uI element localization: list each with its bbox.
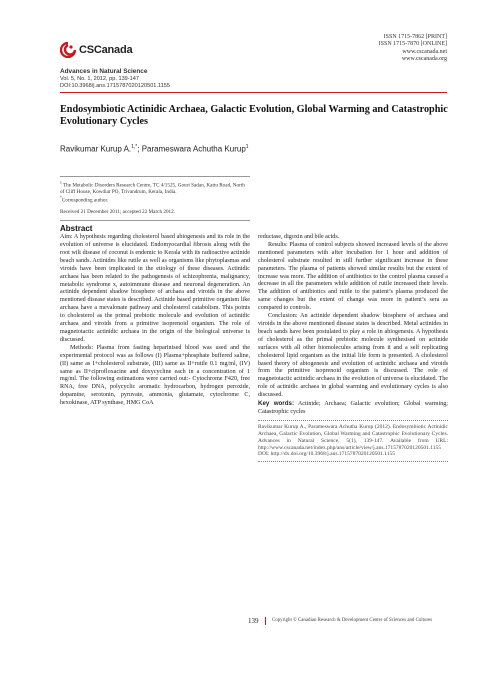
copyright-notice: Copyright © Canadian Research & Development Center of Sciences and Cultures bbox=[272, 618, 433, 623]
keywords bbox=[258, 400, 448, 417]
affiliation-divider bbox=[60, 176, 250, 177]
volume-info: Vol. 5, No. 1, 2012, pp. 139-147 bbox=[60, 76, 139, 82]
author-1-sup: 1,* bbox=[131, 144, 138, 150]
article-title: Endosymbiotic Actinidic Archaea, Galactic Evolution, Global Warming and Catastrophic Evolutionary Cycles bbox=[60, 104, 448, 127]
abstract-left-body bbox=[60, 234, 250, 408]
author-2: Parameswara Achutha Kurup bbox=[141, 144, 246, 154]
keywords-label: Key words: bbox=[258, 400, 295, 408]
footer-separator bbox=[265, 617, 266, 625]
abstract-aim: Aim: A hypothesis regarding cholesterol based abiogenesis and its role in the evolution of universe is elucidated. Endomyocardial fibrosis along with the root wilt disease of coconut is endemic to Kerala with its radioactive actinide beach sands. Actinides like rutile as well as organisms like phytoplasmas and viroids have been implicated in the etiology of these diseases. Actinidic archaea has been related to the pathogenesis of schizophrenia, malignancy, metabolic syndrome x, autoimmune disease and neuronal degeneration. An actinide dependent shadow biosphere of archaea and viroids in the above mentioned disease states is described. Actinide based primitive organism like archaea have a mevalonate pathway and cholesterol catabolism. This points to cholesterol as the primal prebiotic molecule and evolution of actinidic archaea and viroids from a primitive isoprenoid organism. The role of magnetotactic actinidic archaea in the origin of the biological universe is discussed. bbox=[60, 234, 250, 343]
issn-online: ISSN 1715-7870 [ONLINE] bbox=[378, 41, 447, 48]
citation: Ravikumar Kurup A., Parameswara Achutha Kurup (2012). Endosymbiotic Actinidic Archaea, Galactic Evolution, Global Warming and Catastrophic Evolutionary Cycles. Advances in Natural Science, 5(1), 139-147. Available from URL: http://www.cscanada.net/index.php/ans/article/view/j.ans.1715787020120501.1155 DOI: http://dx.doi.org/10.3968/j.ans.1715787020120501.1155 bbox=[258, 423, 448, 458]
corresponding-text: Corresponding author. bbox=[61, 197, 109, 204]
publisher-logo-text: CSCanada bbox=[79, 44, 133, 56]
page-number: 139 bbox=[248, 617, 259, 625]
cscanada-swirl-icon bbox=[60, 42, 76, 58]
author-separator: ; bbox=[137, 144, 142, 154]
citation-divider-bottom bbox=[258, 461, 448, 462]
right-column bbox=[258, 234, 448, 465]
citation-divider-top bbox=[258, 420, 448, 421]
corresponding-sup: * bbox=[60, 196, 62, 201]
affiliation-sup: 1 bbox=[60, 180, 62, 185]
issn-block bbox=[379, 34, 447, 64]
abstract-divider bbox=[60, 220, 250, 221]
author-1: Ravikumar Kurup A. bbox=[60, 144, 132, 154]
affiliation-text: The Metabolic Disorders Research Centre, TC 4/1525, Gouri Sadan, Kattu Road, North of Cliff House, Kowdiar PO, Trivandrum, Kerala, India. bbox=[60, 182, 245, 195]
abstract-results: Results: Plasma of control subjects showed increased levels of the above mentioned parameters with after incubation for 1 hour and addition of cholesterol substrate resulted in still further significant increase in these parameters. The plasma of patients showed similar results but the extent of increase was more. The addition of antibiotics to the control plasma caused a decrease in all the parameters while addition of rutile increased their levels. The addition of antibiotics and rutile to the patient’s plasma produced the same changes but the extent of change was more in patient’s sera as compared to controls. bbox=[258, 241, 448, 312]
abstract-right-body bbox=[258, 234, 448, 417]
publisher-logo bbox=[60, 42, 132, 58]
left-column bbox=[60, 176, 250, 408]
corresponding-note bbox=[60, 195, 250, 204]
header-doi: DOI:10.3968/j.ans.1715787020120501.1155 bbox=[60, 83, 171, 89]
keywords-text: Actinide; Archaea; Galactic evolution; Global warming; Catastrophic cycles bbox=[258, 401, 449, 415]
journal-name: Advances in Natural Science bbox=[60, 68, 148, 75]
received-dates: Received 21 December 2011; accepted 22 March 2012. bbox=[60, 209, 176, 216]
abstract-methods: Methods: Plasma from fasting heparinised blood was used and the experimental protocol was as follows (I) Plasma+phosphate buffered saline, (II) same as I+cholesterol substrate, (III) same as II+rutile 0.1 mg/ml, (IV) same as II+ciprofloxacine and doxycycline each in a concentration of 1 mg/ml. The following estimations were carried out:- Cytochrome F420, free RNA, free DNA, polycyclic aromatic hydrocarbon, hydrogen peroxide, dopamine, serotonin, pyruvate, ammonia, glutamate, cytochrome C, hexokinase, ATP synthase, HMG CoA bbox=[60, 344, 250, 407]
abstract-conclusion: Conclusion: An actinide dependent shadow biosphere of archaea and viroids in the above mentioned disease states is described. Metal actinides in beach sands have been postulated to play a role in abiogenesis. A hypothesis of cholesterol as the primal prebiotic molecule synthesised on actinide surfaces with all other biomolecules arising from it and a self replicating cholesterol lipid organism as the initial life form is presented. A cholesterol based theory of abiogenesis and evolution of actinidic archaea and viroids from the primitive isoprenoid organism is discussed. The role of magnetotactic actinidic archaea in the evolution of universe is elucidated. The role of actinidic archaea in global warming and evolutionary cycles is also discussed. bbox=[258, 313, 448, 399]
issn-print: ISSN 1715-7862 [PRINT] bbox=[383, 34, 447, 40]
author-list bbox=[60, 144, 249, 154]
abstract-methods-cont: reductase, digoxin and bile acids. bbox=[258, 234, 340, 240]
abstract-heading: Abstract bbox=[60, 224, 93, 234]
journal-url-net[interactable]: www.cscanada.net bbox=[402, 48, 447, 55]
header-divider bbox=[60, 92, 447, 93]
journal-url-org[interactable]: www.cscanada.org bbox=[401, 56, 447, 63]
author-2-sup: 1 bbox=[245, 144, 249, 150]
affiliation bbox=[60, 180, 250, 196]
